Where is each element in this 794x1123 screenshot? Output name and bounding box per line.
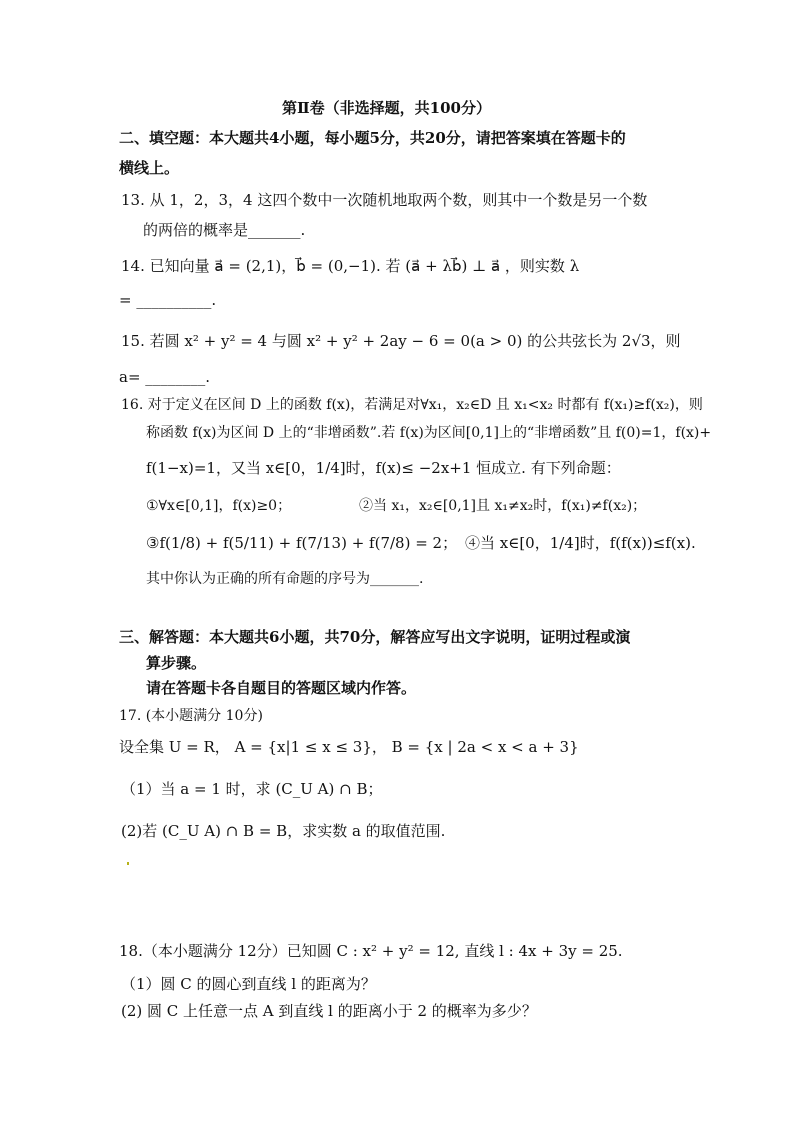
question-13: 13. 从 1，2，3，4 这四个数中一次随机地取两个数，则其中一个数是另一个数 — [121, 191, 648, 209]
question-15-answer-line: a= ________. — [119, 368, 211, 386]
question-16-prompt: 其中你认为正确的所有命题的序号为_______. — [146, 571, 424, 587]
question-16-option-1: ①∀x∈[0,1]，f(x)≥0； — [146, 498, 292, 514]
question-16-condition: f(1−x)=1，又当 x∈[0，1/4]时，f(x)≤ −2x+1 恒成立. 有下列命题： — [146, 459, 621, 477]
question-15: 15. 若圆 x² + y² = 4 与圆 x² + y² + 2ay − 6 = 0(a > 0) 的公共弦长为 2√3，则 — [121, 332, 681, 350]
question-16-option-4: ④当 x∈[0，1/4]时，f(f(x))≤f(x). — [465, 534, 696, 552]
question-16-cont: 称函数 f(x)为区间 D 上的“非增函数”.若 f(x)为区间[0,1]上的“非增函数”且 f(0)=1，f(x)+ — [146, 425, 712, 441]
question-16-option-3: ③f(1/8) + f(5/11) + f(7/13) + f(7/8) = 2； — [146, 534, 458, 552]
question-14: 14. 已知向量 a⃗ = (2,1)，b⃗ = (0,−1). 若 (a⃗ + λb⃗) ⊥ a⃗ ，则实数 λ — [121, 257, 580, 275]
fill-blank-heading: 二、填空题：本大题共4小题，每小题5分，共20分，请把答案填在答题卡的 — [119, 129, 626, 147]
question-16-option-2: ②当 x₁，x₂∈[0,1]且 x₁≠x₂时，f(x₁)≠f(x₂)； — [359, 498, 647, 514]
section-title: 第Ⅱ卷（非选择题，共100分） — [282, 99, 491, 117]
stray-mark — [127, 862, 129, 865]
solve-instruction: 请在答题卡各自题目的答题区域内作答。 — [146, 679, 417, 697]
question-17-header: 17. (本小题满分 10分) — [119, 708, 263, 724]
solve-heading: 三、解答题：本大题共6小题，共70分，解答应写出文字说明，证明过程或演 — [119, 628, 631, 646]
question-13-cont: 的两倍的概率是_______. — [143, 221, 306, 239]
solve-heading-cont: 算步骤。 — [146, 654, 207, 672]
question-17-part-1: （1）当 a = 1 时，求 (C_U A) ∩ B； — [121, 780, 383, 798]
question-18-header: 18.（本小题满分 12分）已知圆 C : x² + y² = 12, 直线 l : 4x + 3y = 25. — [119, 942, 623, 960]
question-17-part-2: (2)若 (C_U A) ∩ B = B，求实数 a 的取值范围. — [121, 822, 446, 840]
question-17-given: 设全集 U = R， A = {x|1 ≤ x ≤ 3}， B = {x | 2a < x < a + 3} — [119, 738, 579, 756]
fill-blank-heading-cont: 横线上。 — [119, 159, 180, 177]
question-18-part-2: (2) 圆 C 上任意一点 A 到直线 l 的距离小于 2 的概率为多少？ — [121, 1002, 537, 1020]
question-16: 16. 对于定义在区间 D 上的函数 f(x)，若满足对∀x₁，x₂∈D 且 x₁<x₂ 时都有 f(x₁)≥f(x₂)，则 — [121, 397, 703, 413]
question-14-answer-line: = __________. — [119, 291, 217, 309]
question-18-part-1: （1）圆 C 的圆心到直线 l 的距离为？ — [121, 975, 376, 993]
